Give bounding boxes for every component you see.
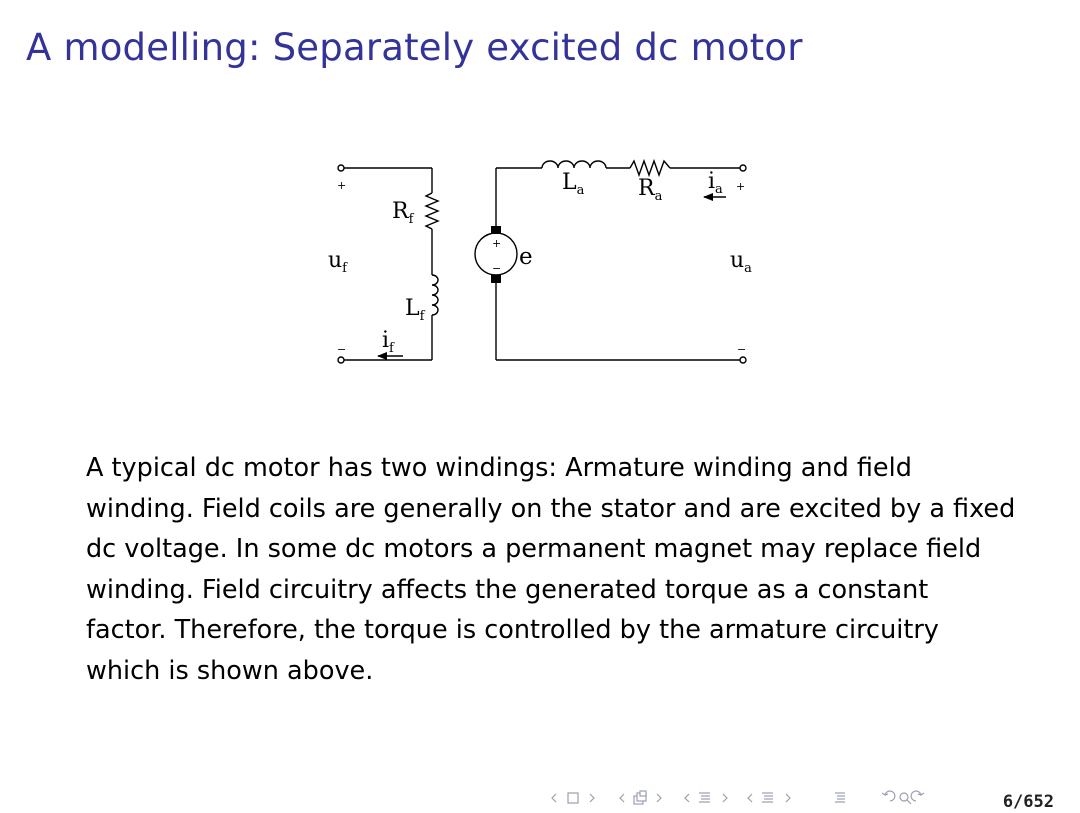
page-number: 6/652 bbox=[1002, 792, 1054, 812]
ua-minus-sign: − bbox=[737, 343, 747, 356]
uf-minus-sign: − bbox=[337, 343, 347, 356]
emf-minus-sign: − bbox=[492, 262, 502, 275]
slide-title: A modelling: Separately excited dc motor bbox=[26, 26, 803, 69]
emf-label: e bbox=[519, 244, 533, 270]
redo-icon[interactable] bbox=[911, 791, 924, 801]
rf-label: $R_f$ bbox=[392, 199, 414, 227]
uf-minus-terminal bbox=[338, 357, 344, 363]
ia-arrowhead bbox=[703, 193, 713, 201]
section-icon[interactable] bbox=[699, 793, 710, 802]
circuit-diagram bbox=[300, 140, 770, 380]
section-next-arrow-icon[interactable] bbox=[723, 794, 727, 802]
subsection-next-arrow-icon[interactable] bbox=[657, 794, 661, 802]
section-nav[interactable] bbox=[685, 793, 727, 802]
frame-nav[interactable] bbox=[552, 793, 594, 803]
armature-resistor bbox=[630, 161, 670, 175]
beamer-navigation-bar bbox=[546, 790, 946, 806]
section-prev-arrow-icon[interactable] bbox=[685, 794, 689, 802]
la-label: $L_a$ bbox=[562, 170, 585, 198]
lf-label: $L_f$ bbox=[405, 296, 425, 324]
subsection-icon[interactable] bbox=[634, 791, 646, 804]
frame-next-arrow-icon[interactable] bbox=[590, 794, 594, 802]
ia-label: $i_a$ bbox=[708, 169, 723, 197]
ua-plus-terminal bbox=[740, 165, 746, 171]
frame-icon[interactable] bbox=[568, 793, 578, 803]
uf-plus-sign: + bbox=[337, 179, 347, 192]
subsection-prev-arrow-icon[interactable] bbox=[620, 794, 624, 802]
slide-body-text: A typical dc motor has two windings: Armature winding and field winding. Field coils are generally on the stator and are excited by a fixed dc voltage. In some dc motors a permanent magnet may replace field winding. Field circuitry affects the generated torque as a constant factor. Therefore, the torque is controlled by the armature circuitry which is shown above. bbox=[86, 453, 1016, 686]
field-inductor bbox=[432, 275, 438, 315]
document-section-icon[interactable] bbox=[762, 793, 773, 802]
ra-label: $R_a$ bbox=[638, 176, 663, 204]
brush-bottom bbox=[491, 275, 501, 283]
emf-plus-sign: + bbox=[492, 237, 502, 250]
undo-icon[interactable] bbox=[882, 791, 895, 801]
ua-minus-terminal bbox=[740, 357, 746, 363]
if-arrowhead bbox=[377, 352, 387, 360]
document-prev-arrow-icon[interactable] bbox=[748, 794, 752, 802]
brush-top bbox=[491, 226, 501, 234]
uf-plus-terminal bbox=[338, 165, 344, 171]
if-label: $i_f$ bbox=[382, 328, 394, 356]
ua-plus-sign: + bbox=[736, 180, 746, 193]
search-icon[interactable] bbox=[900, 793, 911, 804]
subsection-nav[interactable] bbox=[620, 791, 661, 804]
uf-label: $u_f$ bbox=[328, 248, 347, 276]
ua-label: $u_a$ bbox=[730, 248, 752, 276]
document-next-arrow-icon[interactable] bbox=[786, 794, 790, 802]
document-nav[interactable] bbox=[748, 793, 790, 802]
armature-inductor bbox=[542, 161, 606, 168]
frame-prev-arrow-icon[interactable] bbox=[552, 794, 556, 802]
field-resistor bbox=[426, 193, 438, 229]
align-icon[interactable] bbox=[835, 793, 845, 802]
